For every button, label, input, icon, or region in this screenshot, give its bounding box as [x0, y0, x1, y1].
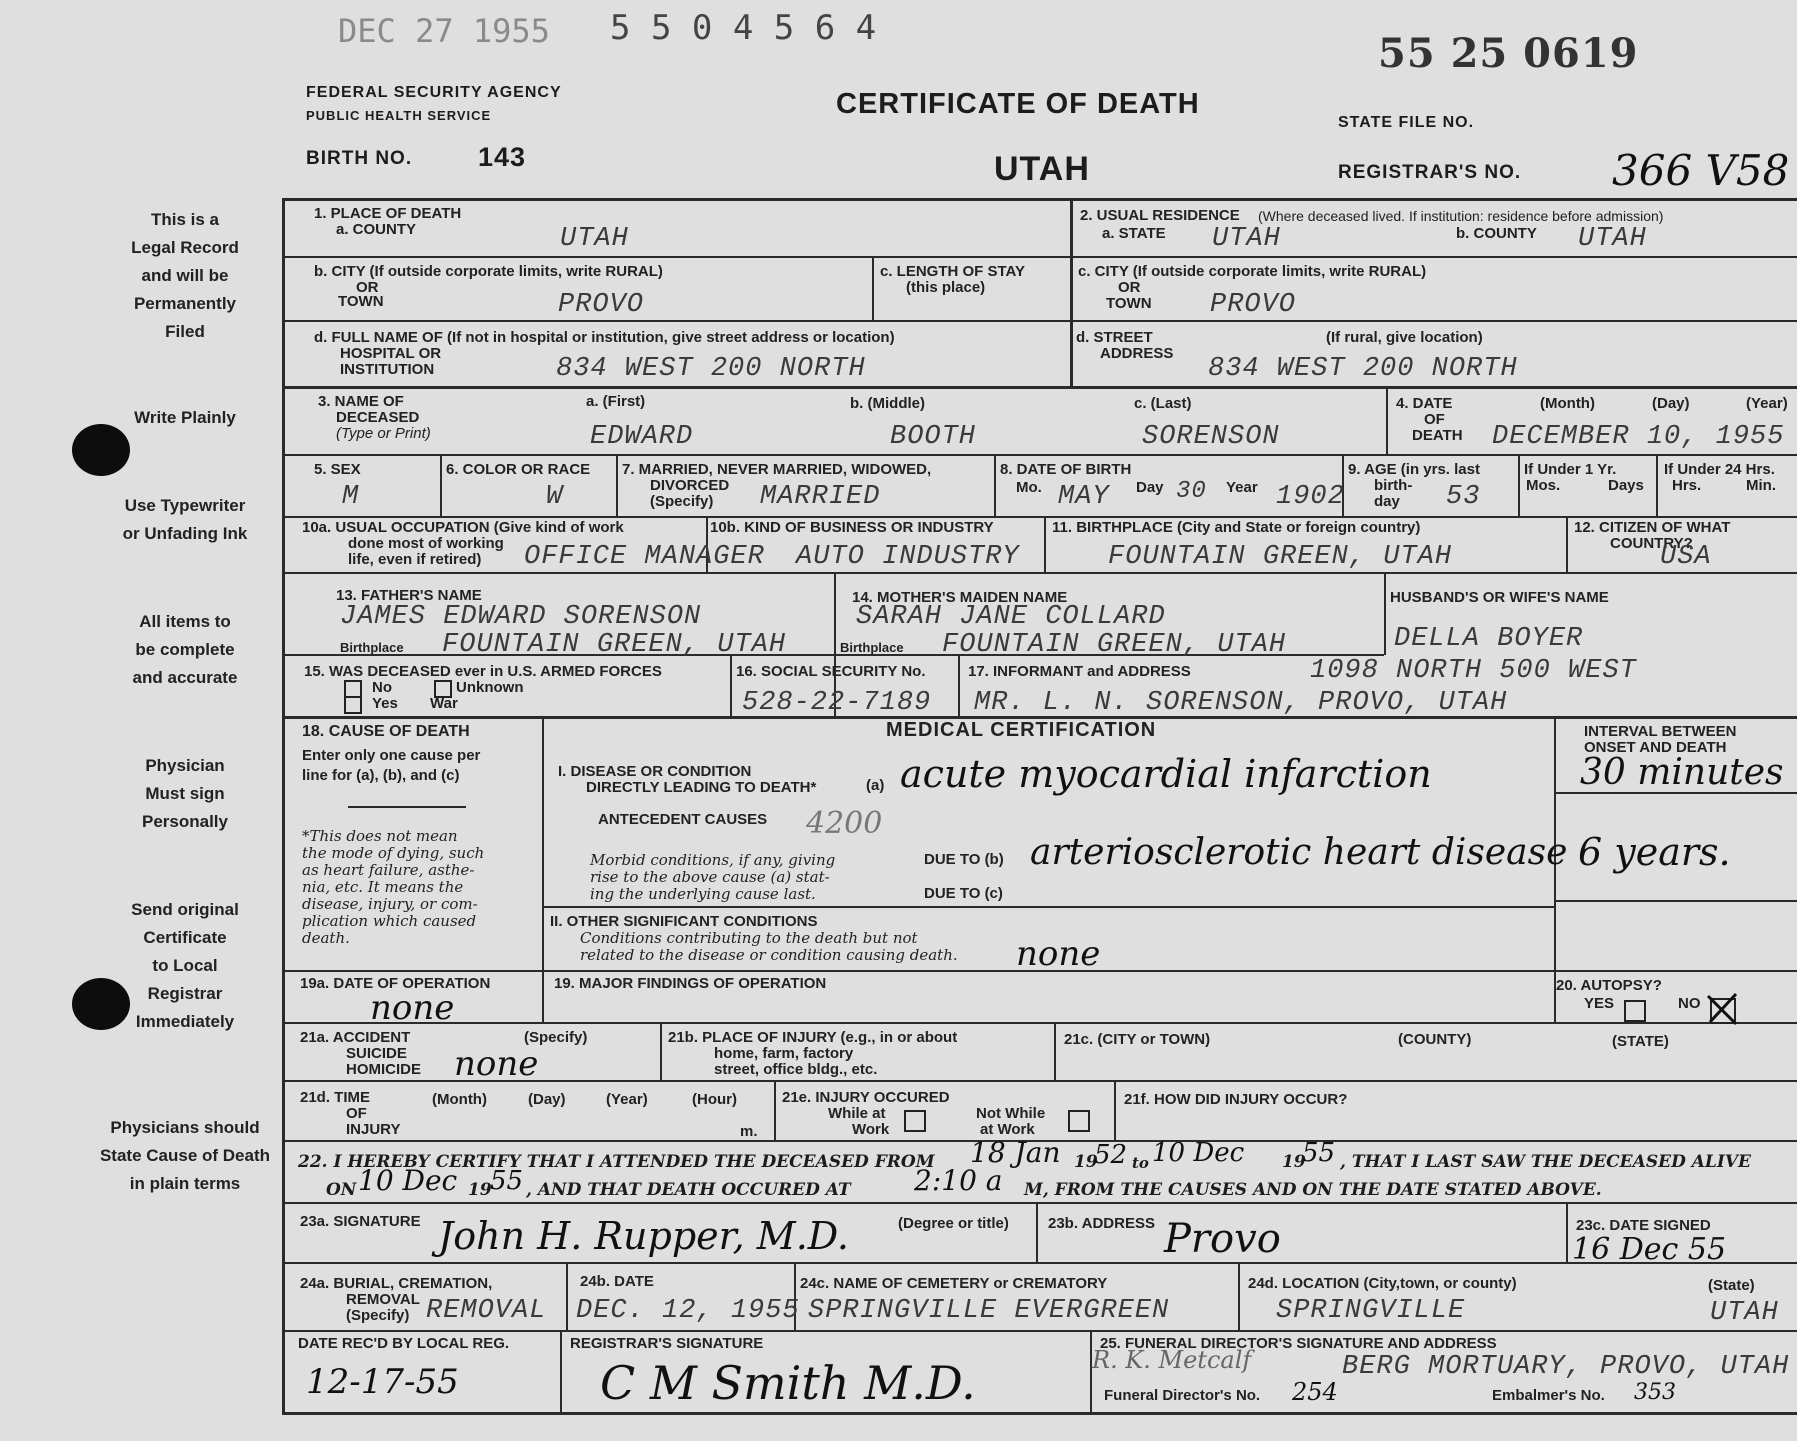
sidebar-line: Use Typewriter — [124, 496, 246, 515]
street-label: d. STREET — [1076, 329, 1153, 346]
specify-label: (Specify) — [650, 493, 714, 510]
sidebar-line: Immediately — [135, 1012, 235, 1031]
mother-label: 14. MOTHER'S MAIDEN NAME — [852, 589, 1068, 606]
autopsy-no-label: NO — [1678, 995, 1701, 1012]
if-rural-label: (If rural, give location) — [1326, 329, 1483, 346]
sidebar-physician — [70, 752, 300, 836]
cert-time-of-death: 2:10 a — [914, 1164, 1003, 1197]
cert-19-a: 19 — [1074, 1152, 1098, 1172]
town-label: TOWN — [338, 293, 384, 310]
dob-year-label: Year — [1226, 479, 1258, 496]
father-label: 13. FATHER'S NAME — [336, 587, 482, 604]
father-name: JAMES EDWARD SORENSON — [340, 602, 702, 632]
due-to-c-label: DUE TO (c) — [924, 885, 1003, 902]
footnote-line: death. — [302, 929, 350, 947]
occupation: OFFICE MANAGER — [524, 542, 765, 572]
burial-state-label: (State) — [1708, 1277, 1755, 1294]
cert-from-date: 18 Jan — [970, 1136, 1061, 1169]
date-of-death: DECEMBER 10, 1955 — [1492, 422, 1785, 452]
physician-signature: John H. Rupper, M.D. — [438, 1214, 849, 1258]
divorced-label: DIVORCED — [650, 477, 730, 494]
morbid-line: rise to the above cause (a) stat- — [590, 868, 830, 886]
residence-county: UTAH — [1578, 224, 1647, 254]
birthday-label: birth- — [1374, 477, 1413, 494]
birthplace-label: 11. BIRTHPLACE (City and State or foreign country) — [1052, 519, 1421, 536]
middle-name: BOOTH — [890, 422, 977, 452]
day-label: (Day) — [1652, 395, 1690, 412]
registrar-no: 366 V58 — [1612, 146, 1790, 195]
date-signed-label: 23c. DATE SIGNED — [1576, 1217, 1711, 1234]
informant-label: 17. INFORMANT and ADDRESS — [968, 663, 1191, 680]
mother-birthplace: FOUNTAIN GREEN, UTAH — [942, 630, 1287, 660]
registrar-no-label: REGISTRAR'S NO. — [1338, 162, 1522, 183]
registrar-signature: C M Smith M.D. — [600, 1356, 976, 1410]
sidebar-line: in plain terms — [129, 1174, 241, 1193]
other-note-line: Conditions contributing to the death but not — [580, 929, 918, 947]
or-label: OR — [356, 279, 379, 296]
hospital-label: HOSPITAL OR — [340, 345, 442, 362]
operation-date: none — [370, 988, 455, 1028]
cert-text-2a: , AND THAT DEATH OCCURED AT — [526, 1180, 851, 1200]
sidebar-line: Physician — [145, 756, 225, 775]
sidebar-line: and accurate — [132, 668, 238, 687]
under-1yr-label: If Under 1 Yr. — [1524, 461, 1617, 478]
cause-note-2: line for (a), (b), and (c) — [302, 767, 460, 784]
birth-no: 143 — [478, 142, 527, 172]
how-injury-label: 21f. HOW DID INJURY OCCUR? — [1124, 1091, 1348, 1108]
sidebar-cause-terms — [70, 1114, 300, 1198]
sidebar-line: All items to — [139, 612, 231, 631]
residence-city-label: c. CITY (If outside corporate limits, write RURAL) — [1078, 263, 1427, 280]
injury-county-label: (COUNTY) — [1398, 1031, 1472, 1048]
min-label: Min. — [1746, 477, 1776, 494]
interval-a: 30 minutes — [1580, 752, 1784, 793]
cert-text-1b: , THAT I LAST SAW THE DECEASED ALIVE — [1340, 1152, 1751, 1172]
name-of-label: 3. NAME OF — [318, 393, 404, 410]
specify-burial-label: (Specify) — [346, 1307, 410, 1324]
death-address: 834 WEST 200 NORTH — [556, 354, 866, 384]
funeral-director-no: 254 — [1292, 1378, 1338, 1406]
country-label: COUNTRY? — [1610, 535, 1693, 552]
injury-city-label: 21c. (CITY or TOWN) — [1064, 1031, 1211, 1048]
burial-date: DEC. 12, 1955 — [576, 1296, 800, 1326]
place-of-injury-label: 21b. PLACE OF INJURY (e.g., in or about — [668, 1029, 958, 1046]
stamp-date: DEC 27 1955 — [338, 12, 550, 50]
or-label: OR — [1118, 279, 1141, 296]
not-while-label: Not While — [976, 1105, 1046, 1122]
under-24-label: If Under 24 Hrs. — [1664, 461, 1775, 478]
dob-year: 1902 — [1276, 482, 1345, 512]
sidebar-line: Must sign — [145, 784, 225, 803]
town-label: TOWN — [1106, 295, 1152, 312]
this-place-label: (this place) — [906, 279, 986, 296]
place-of-death-label: 1. PLACE OF DEATH — [314, 205, 462, 222]
morbid-line: Morbid conditions, if any, giving — [590, 851, 836, 869]
injury-label: INJURY — [346, 1121, 401, 1138]
informant: MR. L. N. SORENSON, PROVO, UTAH — [974, 688, 1508, 718]
days-label: Days — [1608, 477, 1644, 494]
interval-label-2: ONSET AND DEATH — [1584, 739, 1727, 756]
race: W — [546, 482, 564, 512]
stamp-number: 5 5 0 4 5 6 4 — [610, 8, 877, 48]
location-label: 24d. LOCATION (City,town, or county) — [1248, 1275, 1517, 1292]
yes-label: Yes — [372, 695, 398, 712]
cert-last-seen-year: 55 — [490, 1166, 524, 1196]
month-label: (Month) — [432, 1091, 487, 1108]
homicide-label: HOMICIDE — [346, 1061, 421, 1078]
date-received-label: DATE REC'D BY LOCAL REG. — [298, 1335, 510, 1352]
other-note-line: related to the disease or condition causing death. — [580, 946, 958, 964]
sidebar-line: Personally — [142, 812, 228, 831]
of-label: OF — [346, 1105, 367, 1122]
sidebar-complete — [70, 608, 300, 692]
residence-state: UTAH — [1212, 224, 1281, 254]
date-received: 12-17-55 — [306, 1362, 459, 1402]
while-at-label: While at — [828, 1105, 886, 1122]
sidebar-line: Registrar — [147, 984, 223, 1003]
death-label: DEATH — [1412, 427, 1463, 444]
footnote-line: *This does not mean — [302, 827, 458, 845]
injury-note-1: home, farm, factory — [714, 1045, 854, 1062]
sidebar-line: Permanently — [133, 294, 237, 313]
cert-on: ON — [326, 1180, 357, 1200]
received-stamp — [338, 12, 550, 50]
autopsy-yes-checkbox[interactable] — [1624, 1000, 1646, 1022]
service-name: PUBLIC HEALTH SERVICE — [306, 108, 492, 123]
agency-name: FEDERAL SECURITY AGENCY — [306, 84, 562, 101]
sidebar-line: Write Plainly — [134, 408, 236, 427]
at-work-label: at Work — [980, 1121, 1035, 1138]
footnote-divider — [348, 806, 466, 808]
age-label: 9. AGE (in yrs. last — [1348, 461, 1480, 478]
antecedent-label: ANTECEDENT CAUSES — [598, 811, 768, 828]
armed-yes-checkbox[interactable] — [344, 696, 362, 714]
punch-hole-lower — [72, 978, 130, 1030]
dob-mo-label: Mo. — [1016, 479, 1042, 496]
ssn: 528-22-7189 — [742, 688, 932, 718]
accident-value: none — [454, 1044, 539, 1084]
birthplace: FOUNTAIN GREEN, UTAH — [1108, 542, 1453, 572]
residence-street: 834 WEST 200 NORTH — [1208, 354, 1518, 384]
war-label: War — [430, 695, 458, 712]
county-b-label: b. COUNTY — [1456, 225, 1537, 242]
autopsy-no-check-mark — [1704, 990, 1740, 1026]
not-at-work-checkbox[interactable] — [1068, 1110, 1090, 1132]
m-label: m. — [740, 1123, 758, 1140]
funeral-director-label: 25. FUNERAL DIRECTOR'S SIGNATURE AND ADDRESS — [1100, 1335, 1497, 1352]
mother-name: SARAH JANE COLLARD — [856, 602, 1166, 632]
sidebar-legal-record — [70, 206, 300, 346]
father-birthplace-label: Birthplace — [340, 640, 404, 655]
cemetery-label: 24c. NAME OF CEMETERY or CREMATORY — [800, 1275, 1108, 1292]
business-label: 10b. KIND OF BUSINESS OR INDUSTRY — [710, 519, 994, 536]
registrar-signature-label: REGISTRAR'S SIGNATURE — [570, 1335, 764, 1352]
work-label: Work — [852, 1121, 890, 1138]
day-short-label: day — [1374, 493, 1400, 510]
last-name: SORENSON — [1142, 422, 1280, 452]
informant-address: 1098 NORTH 500 WEST — [1310, 656, 1637, 686]
city-label: b. CITY (If outside corporate limits, write RURAL) — [314, 263, 663, 280]
mos-label: Mos. — [1526, 477, 1561, 494]
last-name-label: c. (Last) — [1134, 395, 1192, 412]
burial-label: 24a. BURIAL, CREMATION, — [300, 1275, 493, 1292]
ssn-label: 16. SOCIAL SECURITY No. — [736, 663, 926, 680]
mother-birthplace-label: Birthplace — [840, 640, 904, 655]
cert-text-1a: 22. I HEREBY CERTIFY THAT I ATTENDED THE DECEASED FROM — [298, 1152, 935, 1172]
footnote-line: plication which caused — [302, 912, 477, 930]
spouse-name: DELLA BOYER — [1394, 624, 1584, 654]
state-file-number: 55 25 0619 — [1378, 30, 1639, 77]
armed-forces-label: 15. WAS DECEASED ever in U.S. ARMED FORCES — [304, 663, 662, 680]
due-to-b-label: DUE TO (b) — [924, 851, 1004, 868]
signature-label: 23a. SIGNATURE — [300, 1213, 421, 1230]
burial-date-label: 24b. DATE — [580, 1273, 654, 1290]
autopsy-yes-label: YES — [1584, 995, 1615, 1012]
funeral-director-signature: R. K. Metcalf — [1092, 1346, 1252, 1374]
father-birthplace: FOUNTAIN GREEN, UTAH — [442, 630, 787, 660]
funeral-director-no-label: Funeral Director's No. — [1104, 1387, 1261, 1404]
sex: M — [342, 482, 360, 512]
interval-label-1: INTERVAL BETWEEN — [1584, 723, 1737, 740]
disposition: REMOVAL — [426, 1296, 547, 1326]
type-or-print-label: (Type or Print) — [336, 425, 431, 442]
sidebar-line: Physicians should — [110, 1118, 260, 1137]
cert-last-seen: 10 Dec — [358, 1164, 458, 1197]
middle-name-label: b. (Middle) — [850, 395, 925, 412]
state-label: a. STATE — [1102, 225, 1166, 242]
no-label: No — [372, 679, 392, 696]
cause-of-death-label: 18. CAUSE OF DEATH — [302, 723, 470, 740]
morbid-note — [590, 852, 835, 903]
death-county: UTAH — [560, 224, 629, 254]
spouse-label: HUSBAND'S OR WIFE'S NAME — [1390, 589, 1609, 606]
usual-residence-label: 2. USUAL RESIDENCE — [1080, 207, 1240, 224]
sidebar-line: to Local — [152, 956, 218, 975]
disease-label-2: DIRECTLY LEADING TO DEATH* — [586, 779, 817, 796]
operation-date-label: 19a. DATE OF OPERATION — [300, 975, 491, 992]
hour-label: (Hour) — [692, 1091, 737, 1108]
dob-month: MAY — [1058, 482, 1110, 512]
cert-19-b: 19 — [1282, 1152, 1306, 1172]
citizen-label: 12. CITIZEN OF WHAT — [1574, 519, 1731, 536]
sidebar-line: Legal Record — [131, 238, 239, 257]
marital-status: MARRIED — [760, 482, 881, 512]
length-of-stay-label: c. LENGTH OF STAY — [880, 263, 1026, 280]
unknown-label: Unknown — [456, 679, 524, 696]
embalmer-no-label: Embalmer's No. — [1492, 1387, 1605, 1404]
other-conditions-label: II. OTHER SIGNIFICANT CONDITIONS — [550, 913, 818, 930]
footnote-line: nia, etc. It means the — [302, 878, 464, 896]
specify-accident-label: (Specify) — [524, 1029, 588, 1046]
sidebar-line: be complete — [135, 640, 235, 659]
burial-location: SPRINGVILLE — [1276, 1296, 1466, 1326]
autopsy-label: 20. AUTOPSY? — [1556, 977, 1662, 994]
sex-label: 5. SEX — [314, 461, 361, 478]
cert-text-2b: M, FROM THE CAUSES AND ON THE DATE STATED ABOVE. — [1024, 1180, 1602, 1200]
footnote — [302, 828, 534, 947]
code-annotation: 4200 — [806, 806, 883, 841]
document-title: CERTIFICATE OF DEATH — [836, 88, 1200, 120]
sidebar-line: or Unfading Ink — [122, 524, 248, 543]
birth-no-label: BIRTH NO. — [306, 148, 413, 169]
death-city: PROVO — [558, 290, 645, 320]
race-label: 6. COLOR OR RACE — [446, 461, 591, 478]
address-b-label: 23b. ADDRESS — [1048, 1215, 1155, 1232]
institution-label: INSTITUTION — [340, 361, 435, 378]
other-conditions: none — [1016, 934, 1101, 974]
first-name-label: a. (First) — [586, 393, 646, 410]
sidebar-typewriter — [70, 492, 300, 548]
embalmer-no: 353 — [1634, 1380, 1676, 1405]
funeral-home: BERG MORTUARY, PROVO, UTAH — [1342, 1352, 1790, 1382]
accident-label: 21a. ACCIDENT — [300, 1029, 411, 1046]
cemetery: SPRINGVILLE EVERGREEN — [808, 1296, 1170, 1326]
cause-note-1: Enter only one cause per — [302, 747, 481, 764]
date-signed: 16 Dec 55 — [1572, 1232, 1727, 1267]
injury-state-label: (STATE) — [1612, 1033, 1669, 1050]
deceased-label: DECEASED — [336, 409, 420, 426]
sidebar-line: Filed — [165, 322, 205, 341]
occupation-note2: life, even if retired) — [348, 551, 482, 568]
of-label: OF — [1424, 411, 1445, 428]
other-conditions-note — [580, 930, 958, 964]
occupation-label: 10a. USUAL OCCUPATION (Give kind of work — [302, 519, 624, 536]
month-label: (Month) — [1540, 395, 1595, 412]
punch-hole-upper — [72, 424, 130, 476]
morbid-line: ing the underlying cause last. — [590, 885, 816, 903]
state-file-label: STATE FILE NO. — [1338, 114, 1475, 131]
sidebar-line: Send original — [131, 900, 239, 919]
while-at-work-checkbox[interactable] — [904, 1110, 926, 1132]
injury-occurred-label: 21e. INJURY OCCURED — [782, 1089, 950, 1106]
year-label: (Year) — [1746, 395, 1788, 412]
sidebar-line: Certificate — [143, 928, 227, 947]
sidebar-line: State Cause of Death — [99, 1146, 271, 1165]
disease-label-1: I. DISEASE OR CONDITION — [558, 763, 752, 780]
residence-note: (Where deceased lived. If institution: residence before admission) — [1258, 208, 1664, 224]
county-label: a. COUNTY — [336, 221, 417, 238]
date-of-death-label: 4. DATE — [1396, 395, 1453, 412]
cert-19-c: 19 — [468, 1180, 492, 1200]
occupation-note1: done most of working — [348, 535, 504, 552]
sidebar-line: and will be — [141, 266, 229, 285]
industry: AUTO INDUSTRY — [796, 542, 1020, 572]
cert-to: to — [1132, 1154, 1149, 1172]
interval-b: 6 years. — [1578, 830, 1731, 874]
cause-a: acute myocardial infarction — [900, 752, 1432, 796]
footnote-line: disease, injury, or com- — [302, 895, 478, 913]
suicide-label: SUICIDE — [346, 1045, 407, 1062]
state-heading: UTAH — [994, 150, 1090, 188]
line-a-label: (a) — [866, 777, 885, 794]
footnote-line: as heart failure, asthe- — [302, 861, 475, 879]
sidebar-line: This is a — [150, 210, 220, 229]
dob-day-label: Day — [1136, 479, 1164, 496]
full-name-label: d. FULL NAME OF (If not in hospital or institution, give street address or location) — [314, 329, 895, 346]
marital-label: 7. MARRIED, NEVER MARRIED, WIDOWED, — [622, 461, 932, 478]
physician-address: Provo — [1164, 1216, 1281, 1262]
residence-city: PROVO — [1210, 290, 1297, 320]
year-label: (Year) — [606, 1091, 648, 1108]
dob-day: 30 — [1176, 478, 1207, 505]
medical-cert-heading: MEDICAL CERTIFICATION — [886, 719, 1157, 741]
first-name: EDWARD — [590, 422, 694, 452]
citizenship: USA — [1660, 542, 1712, 572]
day-label: (Day) — [528, 1091, 566, 1108]
footnote-line: the mode of dying, such — [302, 844, 485, 862]
age: 53 — [1446, 482, 1481, 512]
injury-note-2: street, office bldg., etc. — [714, 1061, 878, 1078]
dob-label: 8. DATE OF BIRTH — [1000, 461, 1132, 478]
cause-b: arteriosclerotic heart disease — [1030, 832, 1568, 873]
cert-to-date: 10 Dec — [1152, 1138, 1245, 1168]
removal-label: REMOVAL — [346, 1291, 420, 1308]
address-label: ADDRESS — [1100, 345, 1174, 362]
time-label: 21d. TIME — [300, 1089, 371, 1106]
major-findings-label: 19. MAJOR FINDINGS OF OPERATION — [554, 975, 827, 992]
cert-from-year: 52 — [1094, 1140, 1128, 1170]
cert-to-year: 55 — [1302, 1138, 1336, 1168]
hrs-label: Hrs. — [1672, 477, 1702, 494]
burial-state: UTAH — [1710, 1298, 1779, 1328]
degree-label: (Degree or title) — [898, 1215, 1009, 1232]
